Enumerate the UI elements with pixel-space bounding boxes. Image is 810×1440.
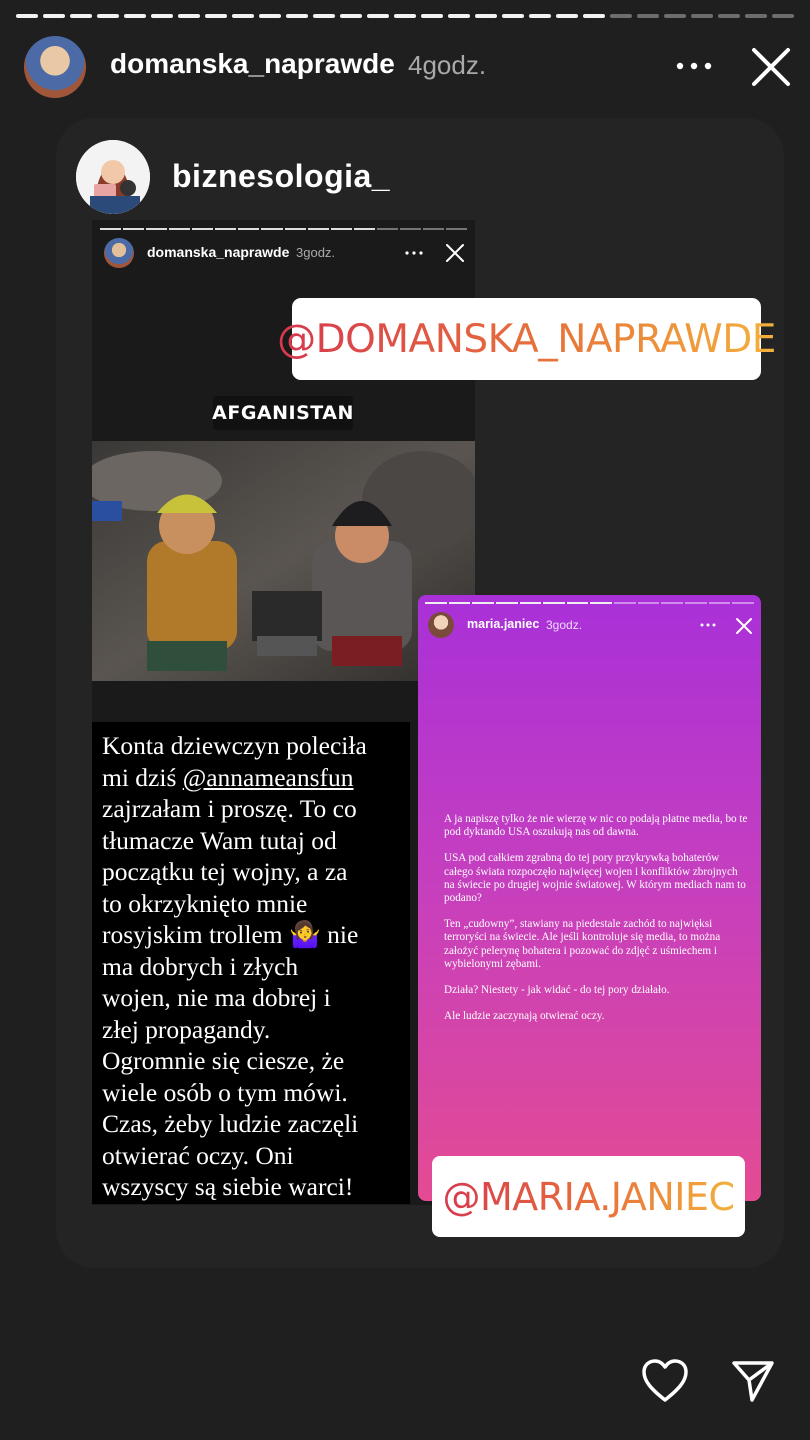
paragraph: Działa? Niestety - jak widać - do tej pory działało. — [444, 984, 670, 997]
more-icon — [699, 620, 717, 630]
progress-segment — [520, 602, 542, 604]
progress-segment — [377, 228, 398, 230]
story-time: 4godz. — [408, 50, 487, 80]
progress-segment — [394, 14, 416, 18]
progress-segment — [421, 14, 443, 18]
progress-segment — [685, 602, 707, 604]
progress-segment — [313, 14, 335, 18]
progress-segment — [261, 228, 282, 230]
paragraph: USA pod całkiem zgrabną do tej pory przykrywką bohaterów całego świata rozpoczęło najwięcej wojen i konfliktów zbrojnych na świecie po drugiej wojnie światowej. W którym mediach nam to podano? — [444, 852, 746, 905]
progress-segment — [354, 228, 375, 230]
progress-segment — [16, 14, 38, 18]
progress-segment — [124, 14, 146, 18]
progress-segment — [43, 14, 65, 18]
progress-segment — [638, 602, 660, 604]
text-line: ma dobrych i złych — [102, 951, 299, 981]
progress-segment — [232, 14, 254, 18]
progress-segment — [502, 14, 524, 18]
inner-story-avatar — [104, 238, 134, 268]
text-line: zajrzałam i proszę. To co — [102, 794, 357, 823]
heart-icon[interactable] — [641, 1358, 689, 1404]
close-icon[interactable] — [748, 44, 794, 90]
progress-segment — [308, 228, 329, 230]
progress-segment — [472, 602, 494, 604]
send-icon[interactable] — [730, 1358, 776, 1404]
progress-segment — [661, 602, 683, 604]
inner-story-time: 3godz. — [296, 245, 336, 260]
progress-segment — [529, 14, 551, 18]
text-line: początku tej wojny, a za — [102, 857, 348, 886]
mention-sticker-maria[interactable] — [432, 1156, 745, 1237]
progress-segment — [614, 602, 636, 604]
text-line: złej propagandy. — [102, 1014, 271, 1044]
story-text-block — [92, 722, 410, 1204]
mention-sticker-text: @DOMANSKA_NAPRAWDE — [277, 316, 776, 362]
shared-post-username[interactable]: biznesologia_ — [172, 158, 391, 194]
progress-segment — [215, 228, 236, 230]
text-line: wojen, nie ma dobrej i — [102, 983, 331, 1012]
inner-story-progress — [100, 228, 467, 230]
progress-segment — [718, 14, 740, 18]
text-line: wszyscy są siebie warci! — [102, 1172, 354, 1201]
text-line: to okrzyknięto mnie — [102, 888, 308, 918]
text-line: rosyjskim trollem 🤷‍♀️ nie — [102, 920, 359, 949]
mention-sticker-domanska[interactable] — [277, 298, 776, 380]
progress-segment — [664, 14, 686, 18]
text-line: tłumacze Wam tutaj od — [102, 825, 337, 855]
progress-segment — [70, 14, 92, 18]
progress-segment — [367, 14, 389, 18]
profile-illustration — [76, 140, 150, 214]
nested-story-username: maria.janiec — [467, 617, 540, 631]
more-icon — [404, 246, 424, 260]
progress-segment — [423, 228, 444, 230]
progress-segment — [610, 14, 632, 18]
progress-segment — [475, 14, 497, 18]
text-line: Konta dziewczyn poleciła — [102, 731, 367, 760]
paragraph: A ja napiszę tylko że nie wierzę w nic co podają płatne media, bo te pod dyktando USA oszukują nas od dawna. — [444, 813, 748, 839]
text-line: otwierać oczy. Oni — [102, 1140, 294, 1170]
progress-segment — [567, 602, 589, 604]
progress-segment — [238, 228, 259, 230]
progress-segment — [496, 602, 518, 604]
progress-segment — [100, 228, 121, 230]
progress-segment — [556, 14, 578, 18]
progress-segment — [286, 14, 308, 18]
progress-segment — [745, 14, 767, 18]
text-line: Czas, żeby ludzie zaczęli — [102, 1109, 359, 1138]
progress-segment — [123, 228, 144, 230]
progress-segment — [97, 14, 119, 18]
paragraph: Ale ludzie zaczynają otwierać oczy. — [444, 1010, 605, 1023]
progress-segment — [192, 228, 213, 230]
nested-story-time: 3godz. — [546, 618, 583, 632]
story-username[interactable]: domanska_naprawde — [110, 48, 395, 79]
progress-segment — [583, 14, 605, 18]
progress-segment — [446, 228, 467, 230]
progress-segment — [732, 602, 754, 604]
progress-segment — [178, 14, 200, 18]
progress-segment — [146, 228, 167, 230]
nested-story-progress — [425, 602, 754, 604]
progress-segment — [637, 14, 659, 18]
text-line: mi dziś — [102, 762, 183, 792]
more-icon[interactable] — [674, 52, 714, 80]
story-progress-bar — [16, 14, 794, 18]
progress-segment — [543, 602, 565, 604]
progress-segment — [169, 228, 190, 230]
nested-story-text — [444, 813, 749, 1036]
progress-segment — [449, 602, 471, 604]
text-line: wiele osób o tym mówi. — [102, 1077, 348, 1107]
text-line: Ogromnie się ciesze, że — [102, 1046, 345, 1075]
nested-story-avatar — [428, 612, 454, 638]
progress-segment — [340, 14, 362, 18]
progress-segment — [400, 228, 421, 230]
progress-segment — [285, 228, 306, 230]
progress-segment — [259, 14, 281, 18]
progress-segment — [448, 14, 470, 18]
progress-segment — [590, 602, 612, 604]
close-icon — [734, 616, 754, 636]
close-icon — [444, 242, 466, 264]
text-mention: @annameansfun — [182, 762, 354, 792]
progress-segment — [425, 602, 447, 604]
progress-segment — [151, 14, 173, 18]
nested-story — [418, 595, 761, 1201]
location-label: AFGANISTAN — [213, 396, 353, 430]
avatar[interactable] — [24, 36, 86, 98]
inner-story-username: domanska_naprawde — [147, 244, 290, 260]
mention-sticker-text: @MARIA.JANIEC — [442, 1174, 735, 1219]
shared-post-avatar[interactable] — [76, 140, 150, 214]
paragraph: Ten „cudowny”, stawiany na piedestale zachód to najwięksi terroryści na świecie. Ale jeśli kontroluje się media, to można założyć pelerynę bohatera i pozować do zdjęć z uśmiechem i wybielonymi zębami. — [444, 918, 721, 970]
progress-segment — [331, 228, 352, 230]
progress-segment — [205, 14, 227, 18]
progress-segment — [772, 14, 794, 18]
progress-segment — [709, 602, 731, 604]
progress-segment — [691, 14, 713, 18]
